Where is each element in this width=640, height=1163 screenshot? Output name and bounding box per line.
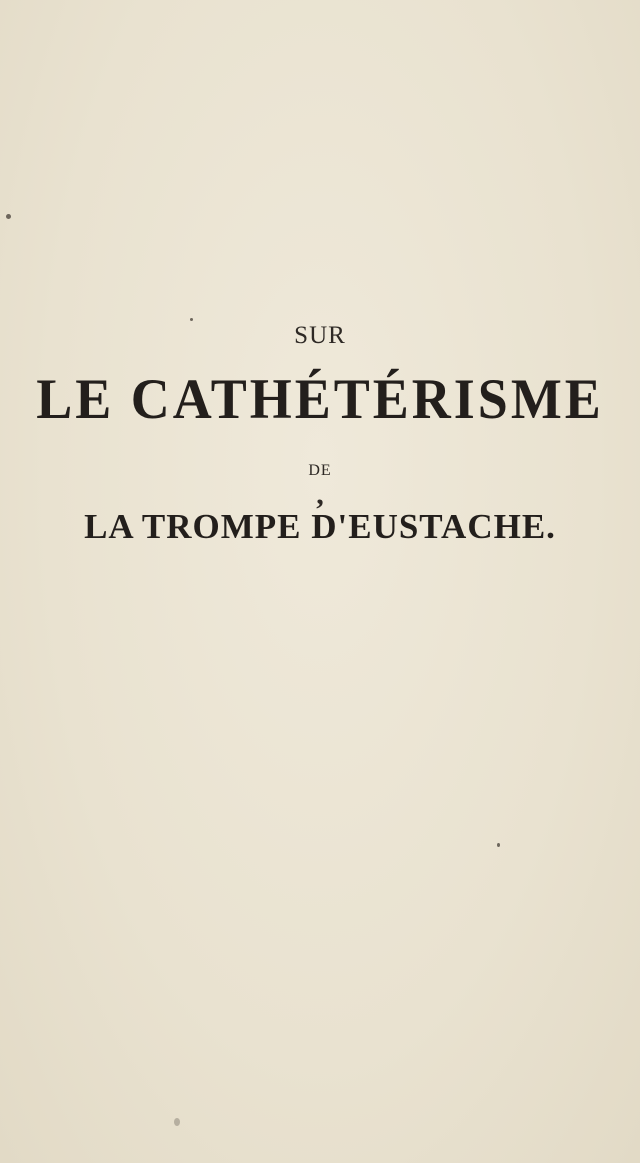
title-preposition: SUR xyxy=(294,322,346,349)
subtitle: LA TROMPE D'EUSTACHE. xyxy=(84,507,556,546)
title-connector: DE xyxy=(308,462,332,479)
paper-speck xyxy=(190,318,193,321)
paper-speck xyxy=(174,1118,180,1126)
title-comma: , xyxy=(316,478,324,511)
paper-speck xyxy=(497,843,500,847)
main-title: LE CATHÉTÉRISME xyxy=(36,367,604,431)
paper-speck xyxy=(6,214,11,219)
